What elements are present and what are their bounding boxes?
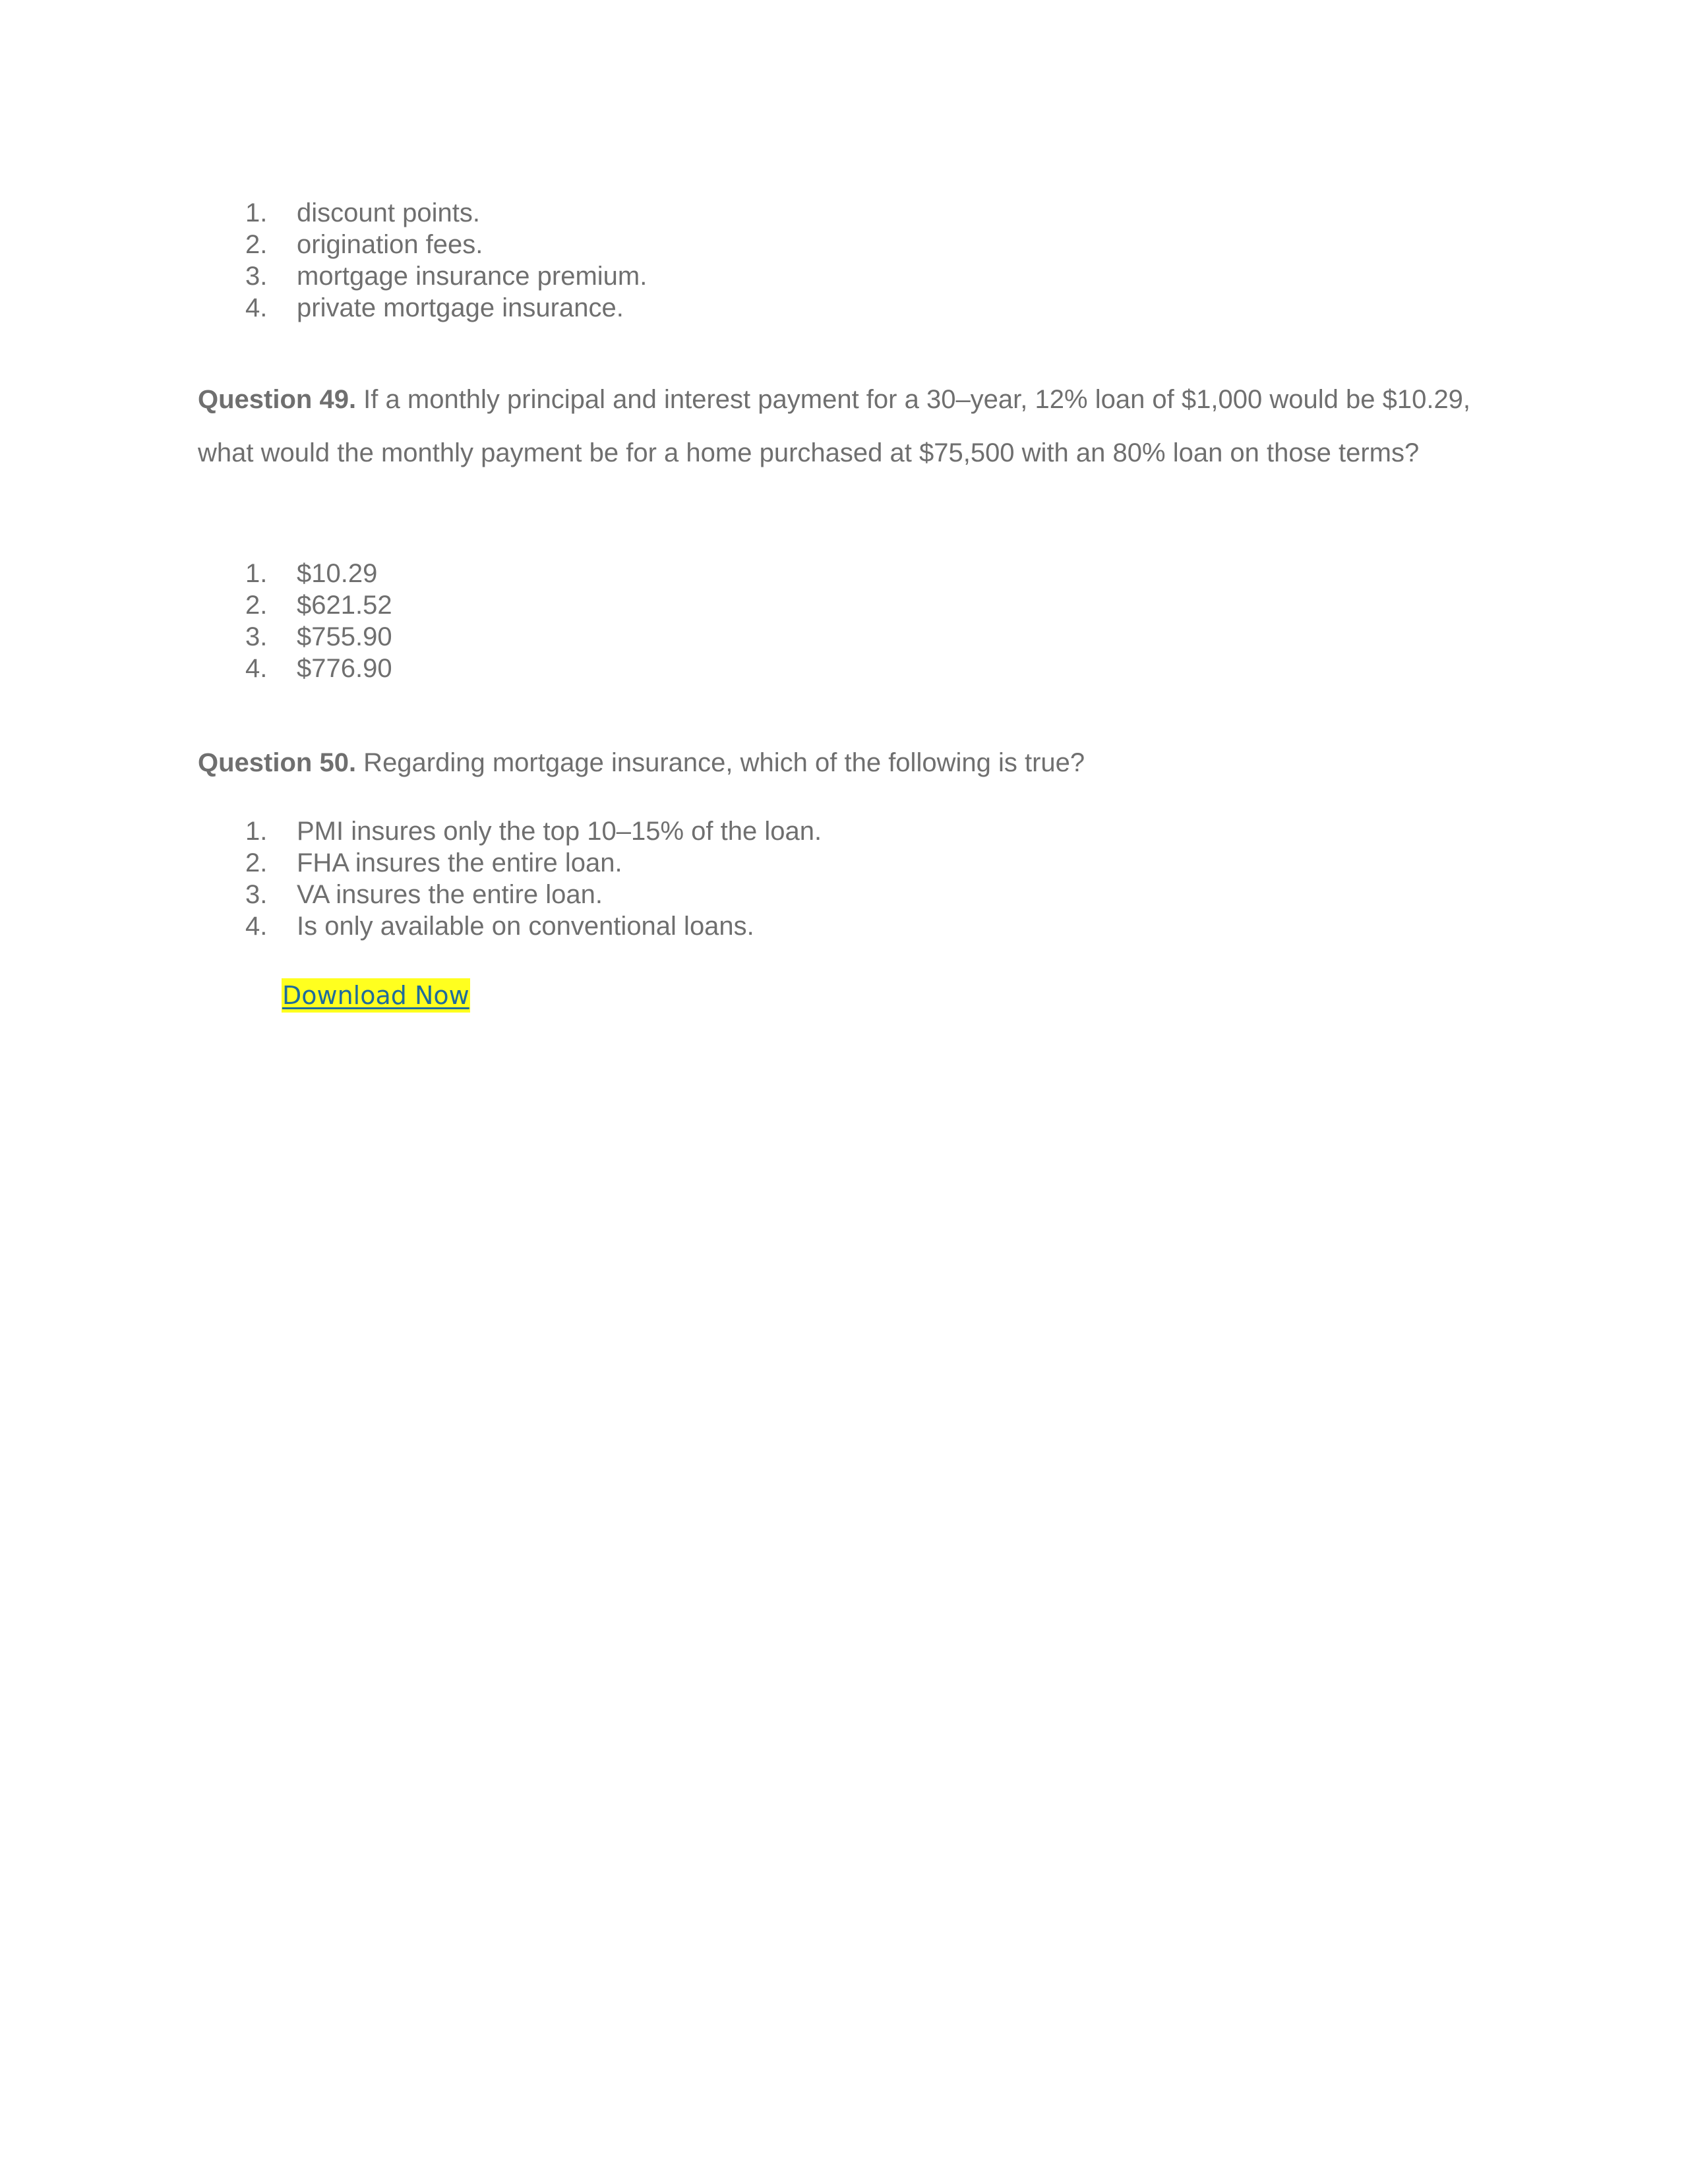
- question-49-label: Question 49.: [198, 385, 357, 414]
- list-item-number: 2.: [245, 230, 268, 259]
- list-item: [245, 292, 647, 324]
- list-item-text: private mortgage insurance.: [297, 293, 624, 322]
- list-item: [245, 260, 647, 292]
- question-49-text: [198, 373, 1490, 480]
- previous-answer-list: [245, 197, 647, 324]
- list-item-text: PMI insures only the top 10–15% of the loan.: [297, 817, 822, 846]
- list-item: [245, 589, 392, 621]
- list-item-number: 3.: [245, 622, 268, 651]
- list-item-number: 4.: [245, 912, 268, 941]
- list-item-text: $776.90: [297, 654, 392, 683]
- list-item-number: 4.: [245, 654, 268, 683]
- list-item-number: 1.: [245, 817, 268, 846]
- question-49-body: If a monthly principal and interest payment for a 30–year, 12% loan of $1,000 would be $10.29, what would the monthly payment be for a home purchased at $75,500 with an 80% loan on those terms?: [198, 385, 1471, 467]
- list-item: [245, 910, 822, 942]
- list-item: [245, 558, 392, 589]
- list-item-number: 2.: [245, 591, 268, 620]
- question-50-label: Question 50.: [198, 748, 357, 777]
- list-item-text: mortgage insurance premium.: [297, 262, 648, 291]
- list-item-text: $755.90: [297, 622, 392, 651]
- list-item: [245, 653, 392, 684]
- list-item-number: 3.: [245, 262, 268, 291]
- list-item: [245, 879, 822, 910]
- list-item-text: $621.52: [297, 591, 392, 620]
- list-item-number: 2.: [245, 848, 268, 877]
- question-49-answer-list: [245, 558, 392, 684]
- list-item-text: VA insures the entire loan.: [297, 880, 603, 909]
- list-item: [245, 229, 647, 260]
- list-item-number: 3.: [245, 880, 268, 909]
- list-item-number: 4.: [245, 293, 268, 322]
- list-item: [245, 621, 392, 653]
- question-50-answer-list: [245, 815, 822, 942]
- download-now-link[interactable]: Download Now: [282, 978, 470, 1013]
- question-50-body: Regarding mortgage insurance, which of the following is true?: [356, 748, 1085, 777]
- list-item-number: 1.: [245, 198, 268, 227]
- list-item: [245, 847, 822, 879]
- list-item-number: 1.: [245, 559, 268, 588]
- list-item-text: discount points.: [297, 198, 480, 227]
- list-item-text: FHA insures the entire loan.: [297, 848, 622, 877]
- list-item-text: origination fees.: [297, 230, 483, 259]
- list-item-text: Is only available on conventional loans.: [297, 912, 754, 941]
- list-item: [245, 815, 822, 847]
- question-50-text: [198, 736, 1490, 790]
- list-item: [245, 197, 647, 229]
- list-item-text: $10.29: [297, 559, 378, 588]
